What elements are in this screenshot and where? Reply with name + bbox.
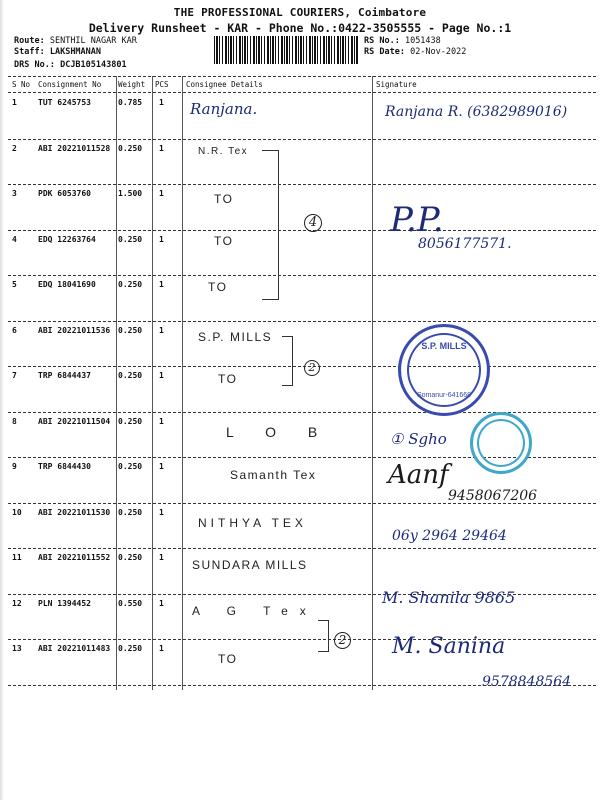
table-header-rule bbox=[8, 92, 596, 93]
table-row bbox=[8, 276, 596, 322]
row-consignment-no: TRP 6844437 bbox=[38, 371, 91, 380]
row-consignment-no: TRP 6844430 bbox=[38, 462, 91, 471]
staff-line: Staff: LAKSHMANAN bbox=[14, 47, 102, 57]
row-pcs: 1 bbox=[159, 325, 164, 335]
scan-edge bbox=[0, 0, 4, 800]
row-sno: 7 bbox=[12, 371, 17, 380]
rs-date-line: RS Date: 02-Nov-2022 bbox=[364, 47, 467, 57]
consignee-handwriting-1: Ranjana. bbox=[190, 100, 258, 118]
row-weight: 0.250 bbox=[118, 371, 143, 380]
consignee-handwriting-4: TO bbox=[214, 234, 234, 248]
row-sno: 6 bbox=[12, 325, 17, 335]
company-stamp bbox=[398, 324, 490, 416]
row-pcs: 1 bbox=[159, 371, 164, 380]
row-consignment-no: ABI 20221011536 bbox=[38, 325, 111, 335]
row-weight: 0.250 bbox=[118, 507, 143, 517]
row-pcs: 1 bbox=[159, 416, 164, 426]
row-pcs: 1 bbox=[159, 189, 164, 198]
signature-phone-9: 9458067206 bbox=[448, 488, 538, 504]
row-consignment-no: ABI 20221011530 bbox=[38, 507, 111, 517]
signature-8: ① Sgho bbox=[390, 430, 447, 448]
consignee-handwriting-13: TO bbox=[218, 652, 238, 666]
consignee-handwriting-3: TO bbox=[214, 192, 234, 206]
row-weight: 0.250 bbox=[118, 553, 143, 562]
route-line: Route: SENTHIL NAGAR KAR bbox=[14, 36, 137, 46]
consignee-handwriting-7: TO bbox=[218, 372, 238, 386]
group-bracket-2 bbox=[282, 336, 293, 386]
row-sno: 4 bbox=[12, 234, 17, 244]
row-sno: 11 bbox=[12, 553, 22, 562]
signature-initials-13: M. Sanina bbox=[392, 634, 506, 659]
row-pcs: 1 bbox=[159, 462, 164, 471]
consignee-handwriting-5: TO bbox=[208, 280, 228, 294]
row-sno: 9 bbox=[12, 462, 17, 471]
col-header-weight: Weight bbox=[118, 80, 146, 89]
group-count-3: 2 bbox=[334, 632, 351, 649]
row-pcs: 1 bbox=[159, 553, 164, 562]
row-weight: 0.250 bbox=[118, 280, 143, 289]
row-pcs: 1 bbox=[159, 234, 164, 244]
row-pcs: 1 bbox=[159, 280, 164, 289]
row-weight: 0.250 bbox=[118, 462, 143, 471]
row-sno: 13 bbox=[12, 644, 22, 653]
consignee-handwriting-12: A G Tex bbox=[192, 604, 318, 618]
runsheet-title: Delivery Runsheet - KAR - Phone No.:0422-3505555 - Page No.:1 bbox=[88, 21, 512, 35]
row-consignment-no: ABI 20221011483 bbox=[38, 644, 111, 653]
consignee-handwriting-6: S.P. MILLS bbox=[198, 330, 273, 344]
row-sno: 10 bbox=[12, 507, 22, 517]
row-consignment-no: ABI 20221011552 bbox=[38, 553, 111, 562]
row-weight: 0.250 bbox=[118, 416, 143, 426]
table-row bbox=[8, 367, 596, 413]
row-sno: 8 bbox=[12, 416, 17, 426]
row-weight: 0.550 bbox=[118, 598, 143, 608]
row-consignment-no: ABI 20221011528 bbox=[38, 143, 111, 153]
row-consignment-no: TUT 6245753 bbox=[38, 98, 91, 107]
row-sno: 12 bbox=[12, 598, 22, 608]
row-consignment-no: PLN 1394452 bbox=[38, 598, 91, 608]
consignee-handwriting-8: L O B bbox=[226, 424, 332, 440]
barcode bbox=[214, 36, 358, 64]
rs-number-line: RS No.: 1051438 bbox=[364, 36, 441, 46]
signature-initials-9: Aanf bbox=[388, 460, 449, 490]
group-bracket-3 bbox=[318, 620, 329, 652]
consignee-handwriting-9: Samanth Tex bbox=[230, 468, 317, 482]
company-name: THE PROFESSIONAL COURIERS, Coimbatore bbox=[173, 6, 427, 19]
table-row bbox=[8, 140, 596, 186]
signature-10: 06y 2964 29464 bbox=[392, 528, 507, 544]
row-pcs: 1 bbox=[159, 644, 164, 653]
row-weight: 0.250 bbox=[118, 234, 143, 244]
signature-1: Ranjana R. (6382989016) bbox=[385, 104, 568, 120]
row-sno: 5 bbox=[12, 280, 17, 289]
table-row bbox=[8, 185, 596, 231]
signature-phone-4: 8056177571. bbox=[418, 236, 512, 252]
drs-line: DRS No.: DCJB105143801 bbox=[14, 60, 127, 70]
col-header-pcs: PCS bbox=[155, 80, 169, 89]
row-weight: 1.500 bbox=[118, 189, 143, 198]
row-consignment-no: EDQ 12263764 bbox=[38, 234, 96, 244]
stamp-subtext: Somanur-641668 bbox=[416, 392, 472, 399]
col-header-consignment: Consignment No bbox=[38, 80, 102, 89]
col-header-sno: S No bbox=[12, 80, 31, 89]
table-top-rule bbox=[8, 76, 596, 77]
consignee-handwriting-10: NITHYA TEX bbox=[198, 516, 307, 530]
group-bracket-1 bbox=[262, 150, 279, 300]
consignee-handwriting-2: N.R. Tex bbox=[198, 146, 249, 157]
col-header-signature: Signature bbox=[376, 80, 417, 89]
row-pcs: 1 bbox=[159, 507, 164, 517]
signature-phone-13: 9578848564 bbox=[482, 674, 572, 690]
row-weight: 0.250 bbox=[118, 644, 143, 653]
row-pcs: 1 bbox=[159, 598, 164, 608]
group-count-2: 2 bbox=[304, 360, 320, 376]
row-pcs: 1 bbox=[159, 98, 164, 107]
group-count-1: 4 bbox=[304, 214, 322, 232]
row-consignment-no: EDQ 18041690 bbox=[38, 280, 96, 289]
row-consignment-no: ABI 20221011504 bbox=[38, 416, 111, 426]
stamp-text: S.P. MILLS bbox=[421, 341, 467, 351]
round-seal-stamp bbox=[470, 412, 532, 474]
signature-11: M. Shanila 9865 bbox=[382, 588, 516, 607]
consignee-handwriting-11: SUNDARA MILLS bbox=[192, 558, 308, 572]
row-sno: 1 bbox=[12, 98, 17, 107]
signature-initials-4: P.P. bbox=[390, 200, 444, 240]
row-pcs: 1 bbox=[159, 143, 164, 153]
row-weight: 0.785 bbox=[118, 98, 143, 107]
row-weight: 0.250 bbox=[118, 325, 143, 335]
row-sno: 3 bbox=[12, 189, 17, 198]
row-consignment-no: PDK 6053760 bbox=[38, 189, 91, 198]
row-sno: 2 bbox=[12, 143, 17, 153]
col-header-consignee: Consignee Details bbox=[186, 80, 263, 89]
table-row bbox=[8, 322, 596, 368]
row-weight: 0.250 bbox=[118, 143, 143, 153]
